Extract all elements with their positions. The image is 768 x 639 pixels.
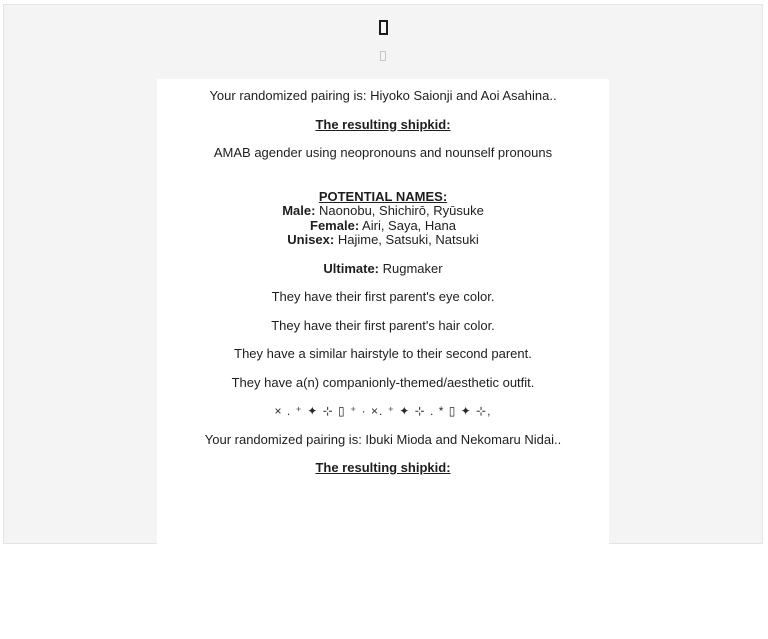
female-names-label: Female:	[310, 217, 360, 233]
female-names-row	[175, 219, 591, 234]
potential-names-block	[175, 190, 591, 248]
unisex-names-row	[175, 233, 591, 248]
ultimate-line	[175, 262, 591, 277]
generator-panel	[3, 4, 763, 544]
shipkid-heading-1: The resulting shipkid:	[315, 116, 451, 132]
ultimate-value: Rugmaker	[379, 260, 443, 276]
trait-hairstyle: They have a similar hairstyle to their second parent.	[234, 346, 532, 361]
female-names-value: Airi, Saya, Hana	[359, 217, 456, 233]
trait-outfit: They have a(n) companionly-themed/aesthetic outfit.	[231, 374, 535, 390]
potential-names-heading: POTENTIAL NAMES:	[318, 188, 448, 204]
male-names-label: Male:	[282, 203, 316, 218]
trait-hair-color: They have their first parent's hair color.	[271, 317, 495, 333]
pairing-result-2: Your randomized pairing is: Ibuki Mioda and Nekomaru Nidai..	[204, 431, 562, 447]
identity-line: AMAB agender using neopronouns and nounself pronouns	[213, 145, 553, 160]
unisex-names-label: Unisex:	[287, 232, 335, 247]
unisex-names-value: Hajime, Satsuki, Natsuki	[334, 232, 479, 247]
ultimate-label: Ultimate:	[323, 260, 380, 276]
trait-eye-color: They have their first parent's eye color.	[271, 289, 495, 304]
shipkid-heading-2: The resulting shipkid:	[315, 460, 451, 475]
male-names-row	[175, 204, 591, 219]
male-names-value: Naonobu, Shichirō, Ryūsuke	[315, 203, 484, 218]
output-card	[157, 79, 609, 639]
divider-ornament: × . ⁺ ✦ ⊹ ▯ ⁺ · ×. ⁺ ✦ ⊹ . * ▯ ✦ ⊹,	[274, 404, 492, 418]
pairing-result-1: Your randomized pairing is: Hiyoko Saionji and Aoi Asahina..	[209, 88, 557, 103]
randomize-missing-glyph-icon[interactable]	[380, 51, 386, 61]
title-missing-glyph-icon	[379, 20, 388, 35]
